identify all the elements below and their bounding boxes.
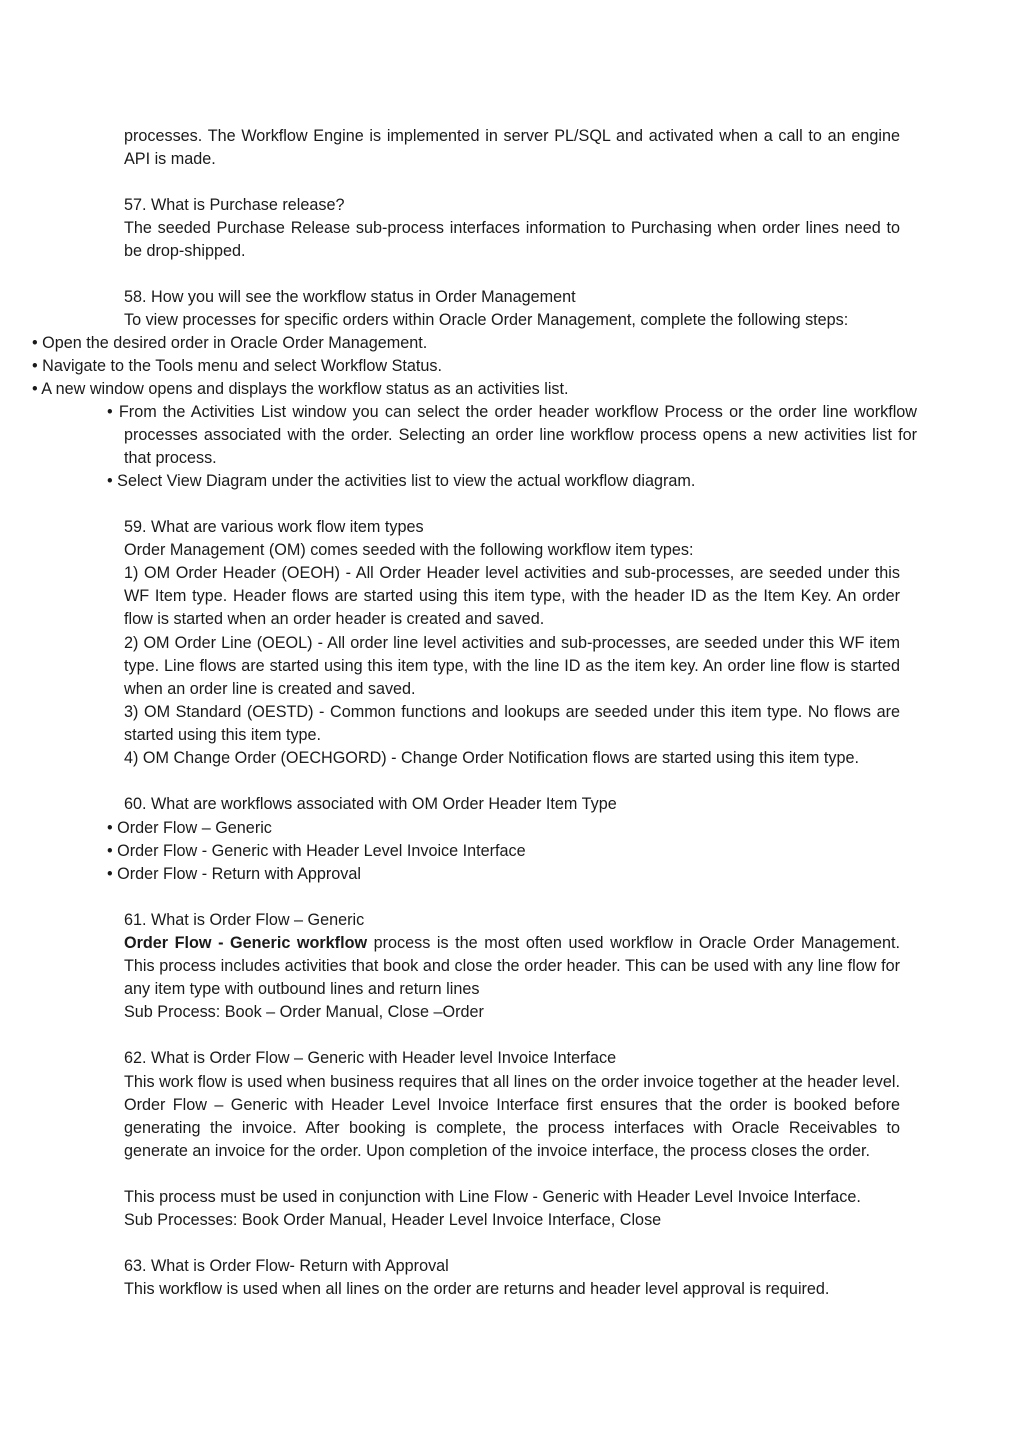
q59-item-3: 3) OM Standard (OESTD) - Common functions and lookups are seeded under this item type. No flows are started using this item type. bbox=[124, 703, 900, 745]
q58-step-2: • Navigate to the Tools menu and select Workflow Status. bbox=[32, 357, 442, 375]
q58-substep-2: • Select View Diagram under the activities list to view the actual workflow diagram. bbox=[107, 472, 696, 490]
q59-intro: Order Management (OM) comes seeded with the following workflow item types: bbox=[124, 541, 694, 559]
q59-item-1: 1) OM Order Header (OEOH) - All Order Header level activities and sub-processes, are seeded under this WF Item type. Header flows are started using this item type, with the header ID as the Item Key. An order flow is started when an order header is created and saved. bbox=[124, 564, 900, 629]
q59-item-2: 2) OM Order Line (OEOL) - All order line level activities and sub-processes, are seeded under this WF item type. Line flows are started using this item type, with the line ID as the item key. An order line flow is started when an order line is created and saved. bbox=[124, 634, 900, 699]
q59-item-4: 4) OM Change Order (OECHGORD) - Change Order Notification flows are started using this item type. bbox=[124, 749, 859, 767]
q61-question: 61. What is Order Flow – Generic bbox=[124, 911, 365, 929]
q60-item-2: • Order Flow - Generic with Header Level Invoice Interface bbox=[107, 842, 526, 860]
q62-question: 62. What is Order Flow – Generic with Header level Invoice Interface bbox=[124, 1049, 617, 1067]
q62-note: This process must be used in conjunction with Line Flow - Generic with Header Level Invoice Interface. bbox=[124, 1188, 861, 1206]
q61-bold-lead: Order Flow - Generic workflow bbox=[124, 934, 368, 952]
q59-question: 59. What are various work flow item types bbox=[124, 518, 424, 536]
q57-question: 57. What is Purchase release? bbox=[124, 196, 345, 214]
q63-question: 63. What is Order Flow- Return with Approval bbox=[124, 1257, 449, 1275]
q58-intro: To view processes for specific orders within Oracle Order Management, complete the following steps: bbox=[124, 311, 849, 329]
intro-continuation: processes. The Workflow Engine is implemented in server PL/SQL and activated when a call to an engine API is made. bbox=[124, 127, 900, 169]
q60-item-3: • Order Flow - Return with Approval bbox=[107, 865, 361, 883]
q58-substep-1: • From the Activities List window you can select the order header workflow Process or the order line workflow processes associated with the order. Selecting an order line workflow process opens a new activities list for that process. bbox=[107, 403, 917, 468]
q60-question: 60. What are workflows associated with OM Order Header Item Type bbox=[124, 795, 617, 813]
q58-step-3: • A new window opens and displays the workflow status as an activities list. bbox=[32, 380, 569, 398]
q60-item-1: • Order Flow – Generic bbox=[107, 819, 272, 837]
q61-answer bbox=[124, 932, 900, 1001]
q61-sub-process: Sub Process: Book – Order Manual, Close –Order bbox=[124, 1003, 484, 1021]
q63-answer: This workflow is used when all lines on the order are returns and header level approval is required. bbox=[124, 1280, 830, 1298]
q62-sub-processes: Sub Processes: Book Order Manual, Header Level Invoice Interface, Close bbox=[124, 1211, 662, 1229]
q62-answer: This work flow is used when business requires that all lines on the order invoice together at the header level. Order Flow – Generic with Header Level Invoice Interface first ensures that the order is booked before generating the invoice. After booking is complete, the process interfaces with Oracle Receivables to generate an invoice for the order. Upon completion of the invoice interface, the process closes the order. bbox=[124, 1073, 900, 1161]
q61-answer-rest: process is the most often used workflow in Oracle Order Management. This process includes activities that book and close the order header. This can be used with any line flow for any item type with outbound lines and return lines bbox=[124, 934, 900, 999]
q58-step-1: • Open the desired order in Oracle Order Management. bbox=[32, 334, 428, 352]
q58-question: 58. How you will see the workflow status in Order Management bbox=[124, 288, 576, 306]
q57-answer: The seeded Purchase Release sub-process interfaces information to Purchasing when order lines need to be drop-shipped. bbox=[124, 219, 900, 261]
